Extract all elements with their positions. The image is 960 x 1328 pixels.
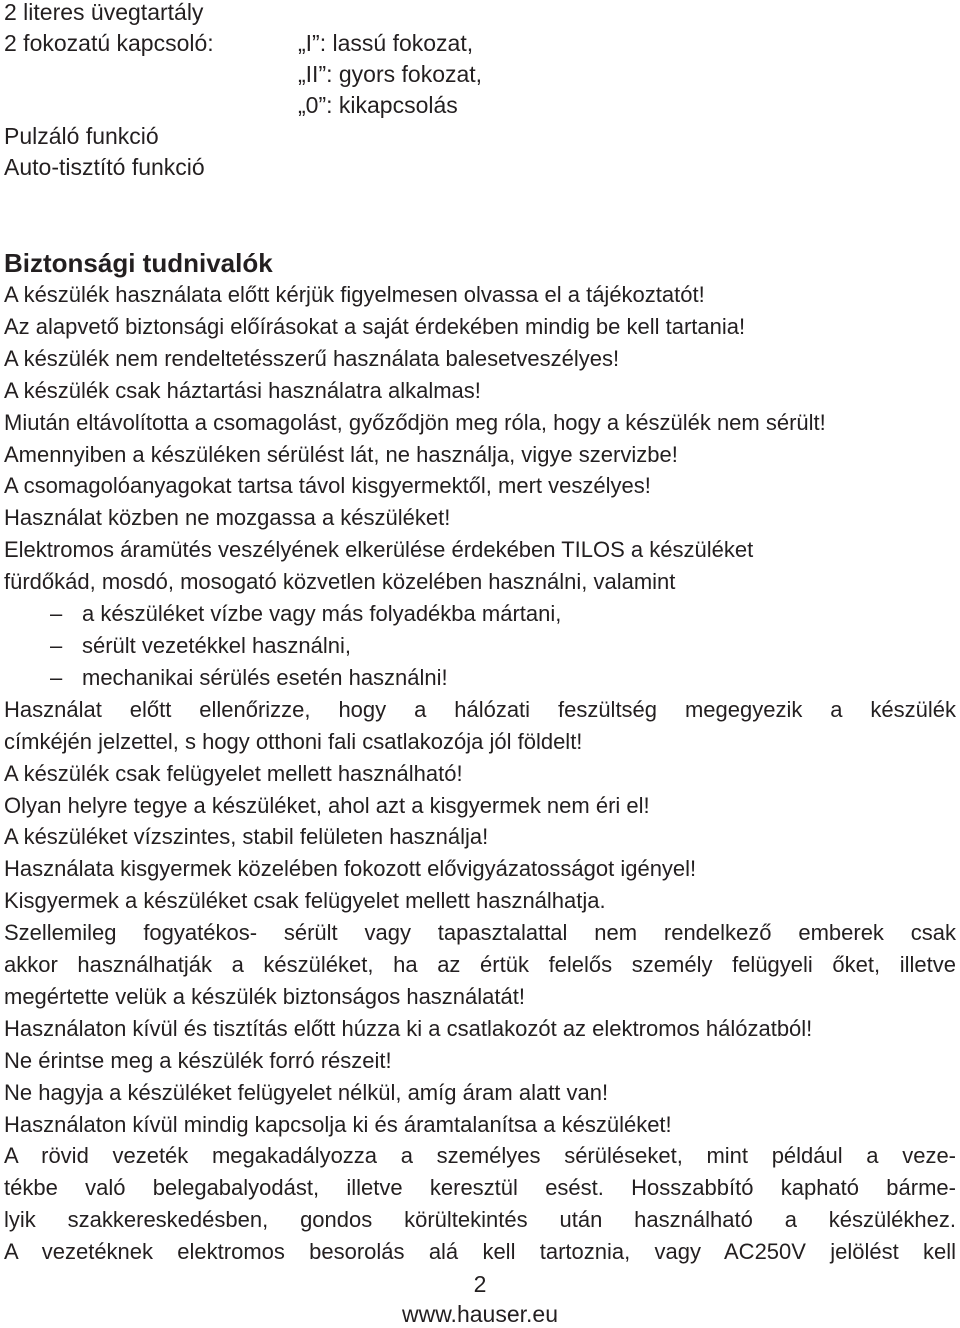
spec-jar: 2 literes üvegtartály	[4, 0, 204, 25]
safety-line: Használat közben ne mozgassa a készüléket!	[4, 505, 451, 531]
voltage-line: címkéjén jelzettel, s hogy otthoni fali csatlakozója jól földelt!	[4, 728, 583, 754]
bullet-dash: –	[50, 601, 63, 627]
footer-url: www.hauser.eu	[402, 1301, 558, 1327]
impaired-line: akkor használhatják a készüléket, ha az értük felelős személy felügyeli őket, illetve	[4, 952, 956, 978]
safety-line: Használata kisgyermek közelében fokozott elővigyázatosságot igényel!	[4, 856, 697, 882]
bullet-item	[4, 630, 956, 662]
spec-switch-label: 2 fokozatú kapcsoló:	[4, 30, 214, 56]
manual-page	[4, 0, 956, 1268]
spec-switch-option-1: „I”: lassú fokozat,	[298, 30, 474, 56]
safety-line: Az alapvető biztonsági előírásokat a saját érdekében mindig be kell tartania!	[4, 313, 746, 339]
tilos-line: fürdőkád, mosdó, mosogató közvetlen közelében használni, valamint	[4, 569, 676, 595]
safety-line: A készülék csak felügyelet mellett használható!	[4, 760, 463, 786]
safety-line: A készülék csak háztartási használatra alkalmas!	[4, 377, 481, 403]
safety-line: A csomagolóanyagokat tartsa távol kisgyermektől, mert veszélyes!	[4, 473, 651, 499]
safety-heading: Biztonsági tudnivalók	[4, 248, 273, 278]
safety-line: A készüléket vízszintes, stabil felületen használja!	[4, 824, 489, 850]
bullet-text: sérült vezetékkel használni,	[82, 632, 352, 658]
safety-line: Kisgyermek a készüléket csak felügyelet mellett használhatja.	[4, 888, 606, 914]
bullet-dash: –	[50, 632, 63, 658]
safety-line: A készülék nem rendeltetésszerű használata balesetveszélyes!	[4, 345, 620, 371]
spec-switch-option-3: „0”: kikapcsolás	[298, 92, 458, 118]
spec-switch	[4, 28, 956, 59]
safety-line: Ne érintse meg a készülék forró részeit!	[4, 1047, 392, 1073]
bullet-dash: –	[50, 664, 63, 690]
safety-line: Használaton kívül és tisztítás előtt húzza ki a csatlakozót az elektromos hálózatból!	[4, 1015, 813, 1041]
bullet-item	[4, 598, 956, 630]
spec-list	[4, 0, 956, 183]
spec-pulse: Pulzáló funkció	[4, 123, 159, 149]
bullet-item	[4, 662, 956, 694]
safety-line: Olyan helyre tegye a készüléket, ahol azt a kisgyermek nem éri el!	[4, 792, 650, 818]
cord-line: A rövid vezeték megakadályozza a személyes sérüléseket, mint például a veze-	[4, 1143, 956, 1169]
voltage-line: Használat előtt ellenőrizze, hogy a hálózati feszültség megegyezik a készülék	[4, 696, 956, 722]
impaired-line: Szellemileg fogyatékos- sérült vagy tapasztalattal nem rendelkező emberek csak	[4, 920, 956, 946]
page-number: 2	[473, 1271, 487, 1297]
safety-line: Használaton kívül mindig kapcsolja ki és áramtalanítsa a készüléket!	[4, 1111, 672, 1137]
spec-autoclean: Auto-tisztító funkció	[4, 154, 205, 180]
tilos-line: Elektromos áramütés veszélyének elkerülése érdekében TILOS a készüléket	[4, 537, 754, 563]
cord-line: lyik szakkereskedésben, gondos körültekintés után használható a készülékhez.	[4, 1207, 956, 1233]
safety-line: Amennyiben a készüléken sérülést lát, ne használja, vigye szervizbe!	[4, 441, 678, 467]
cord-line: A vezetéknek elektromos besorolás alá kell tartoznia, vagy AC250V jelölést kell	[4, 1239, 956, 1265]
cord-line: tékbe való belegabalyodást, illetve keresztül esést. Hosszabbító kapható bárme-	[4, 1175, 956, 1201]
safety-text	[4, 279, 956, 1268]
safety-line: Miután eltávolította a csomagolást, győződjön meg róla, hogy a készülék nem sérült!	[4, 409, 826, 435]
safety-line: A készülék használata előtt kérjük figyelmesen olvassa el a tájékoztatót!	[4, 282, 705, 307]
bullet-text: a készüléket vízbe vagy más folyadékba mártani,	[82, 601, 562, 627]
safety-line: Ne hagyja a készüléket felügyelet nélkül, amíg áram alatt van!	[4, 1079, 609, 1105]
bullet-text: mechanikai sérülés esetén használni!	[82, 664, 448, 690]
impaired-line: megértette velük a készülék biztonságos használatát!	[4, 983, 525, 1009]
spec-switch-option-2: „II”: gyors fokozat,	[298, 61, 483, 87]
